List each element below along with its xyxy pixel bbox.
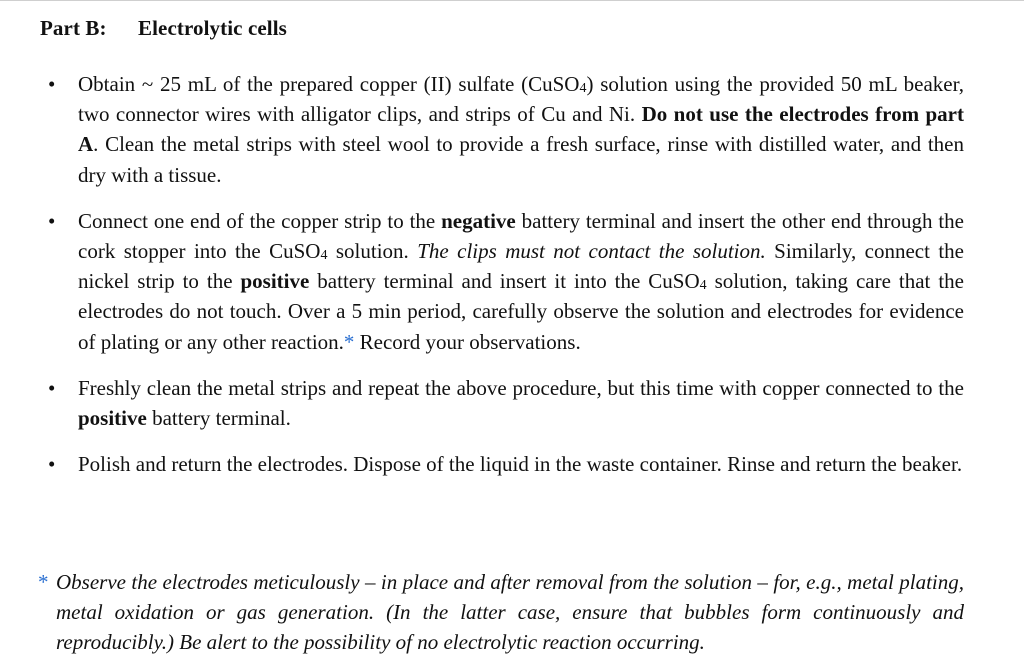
item-text: Connect one end of the copper strip to the xyxy=(78,208,442,233)
item-text: solution. xyxy=(327,239,418,264)
subscript: 4 xyxy=(699,278,707,294)
item-text: Obtain ~ 25 mL of the prepared copper (II) sulfate (CuSO xyxy=(78,72,580,96)
footnote xyxy=(38,567,964,658)
bullet-icon: • xyxy=(48,452,56,477)
heading-title: Electrolytic cells xyxy=(138,16,287,40)
list-item xyxy=(0,69,964,190)
list-item xyxy=(0,206,964,357)
bullet-icon: • xyxy=(48,208,56,233)
item-text: battery terminal. xyxy=(146,406,291,431)
bold-emphasis: positive xyxy=(240,269,310,294)
item-text: ) solution using the provided 50 mL beaker, two connector wires with alligator clips, and strips of Cu and Ni. xyxy=(78,72,964,127)
bullet-icon: • xyxy=(48,375,56,400)
list-item xyxy=(0,373,964,433)
italic-note: The clips must not contact the solution. xyxy=(417,239,766,264)
subscript: 4 xyxy=(320,248,328,264)
bullet-icon: • xyxy=(48,72,56,96)
item-text: solution, taking care that the electrodes do not touch. Over a 5 min period, carefully observe the solution and electrodes for evidence of plating or any other reaction. xyxy=(78,269,964,354)
footnote-text: Observe the electrodes meticulously – in place and after removal from the solution – for, e.g., metal plating, metal oxidation or gas generation. (In the latter case, ensure that bubbles form continuously and reproducibly.) Be alert to the possibility of no electrolytic reaction occurring. xyxy=(56,570,964,655)
item-text: Record your observations. xyxy=(354,329,581,354)
item-text: Polish and return the electrodes. Dispose of the liquid in the waste container. Rinse and return the beaker. xyxy=(78,452,963,477)
top-divider xyxy=(0,0,1024,1)
instruction-list xyxy=(0,69,1024,479)
item-text: Similarly, connect the nickel strip to the xyxy=(78,239,964,294)
list-item xyxy=(0,449,964,479)
heading-part-label: Part B: xyxy=(40,16,107,40)
footnote-marker: * xyxy=(38,570,49,594)
section-heading xyxy=(40,16,287,41)
item-text: . Clean the metal strips with steel wool to provide a fresh surface, rinse with distilled water, and then dry with a tissue. xyxy=(78,132,964,187)
bold-emphasis: positive xyxy=(78,406,147,431)
bold-emphasis: Do not use the electrodes from part A xyxy=(78,102,964,157)
footnote-marker: * xyxy=(343,329,355,354)
bold-emphasis: negative xyxy=(441,208,516,233)
item-text: Freshly clean the metal strips and repeat the above procedure, but this time with copper connected to the xyxy=(78,375,964,400)
item-text: battery terminal and insert it into the CuSO xyxy=(309,269,700,294)
subscript: 4 xyxy=(579,81,587,96)
item-text: battery terminal and insert the other end through the cork stopper into the CuSO xyxy=(78,208,964,264)
